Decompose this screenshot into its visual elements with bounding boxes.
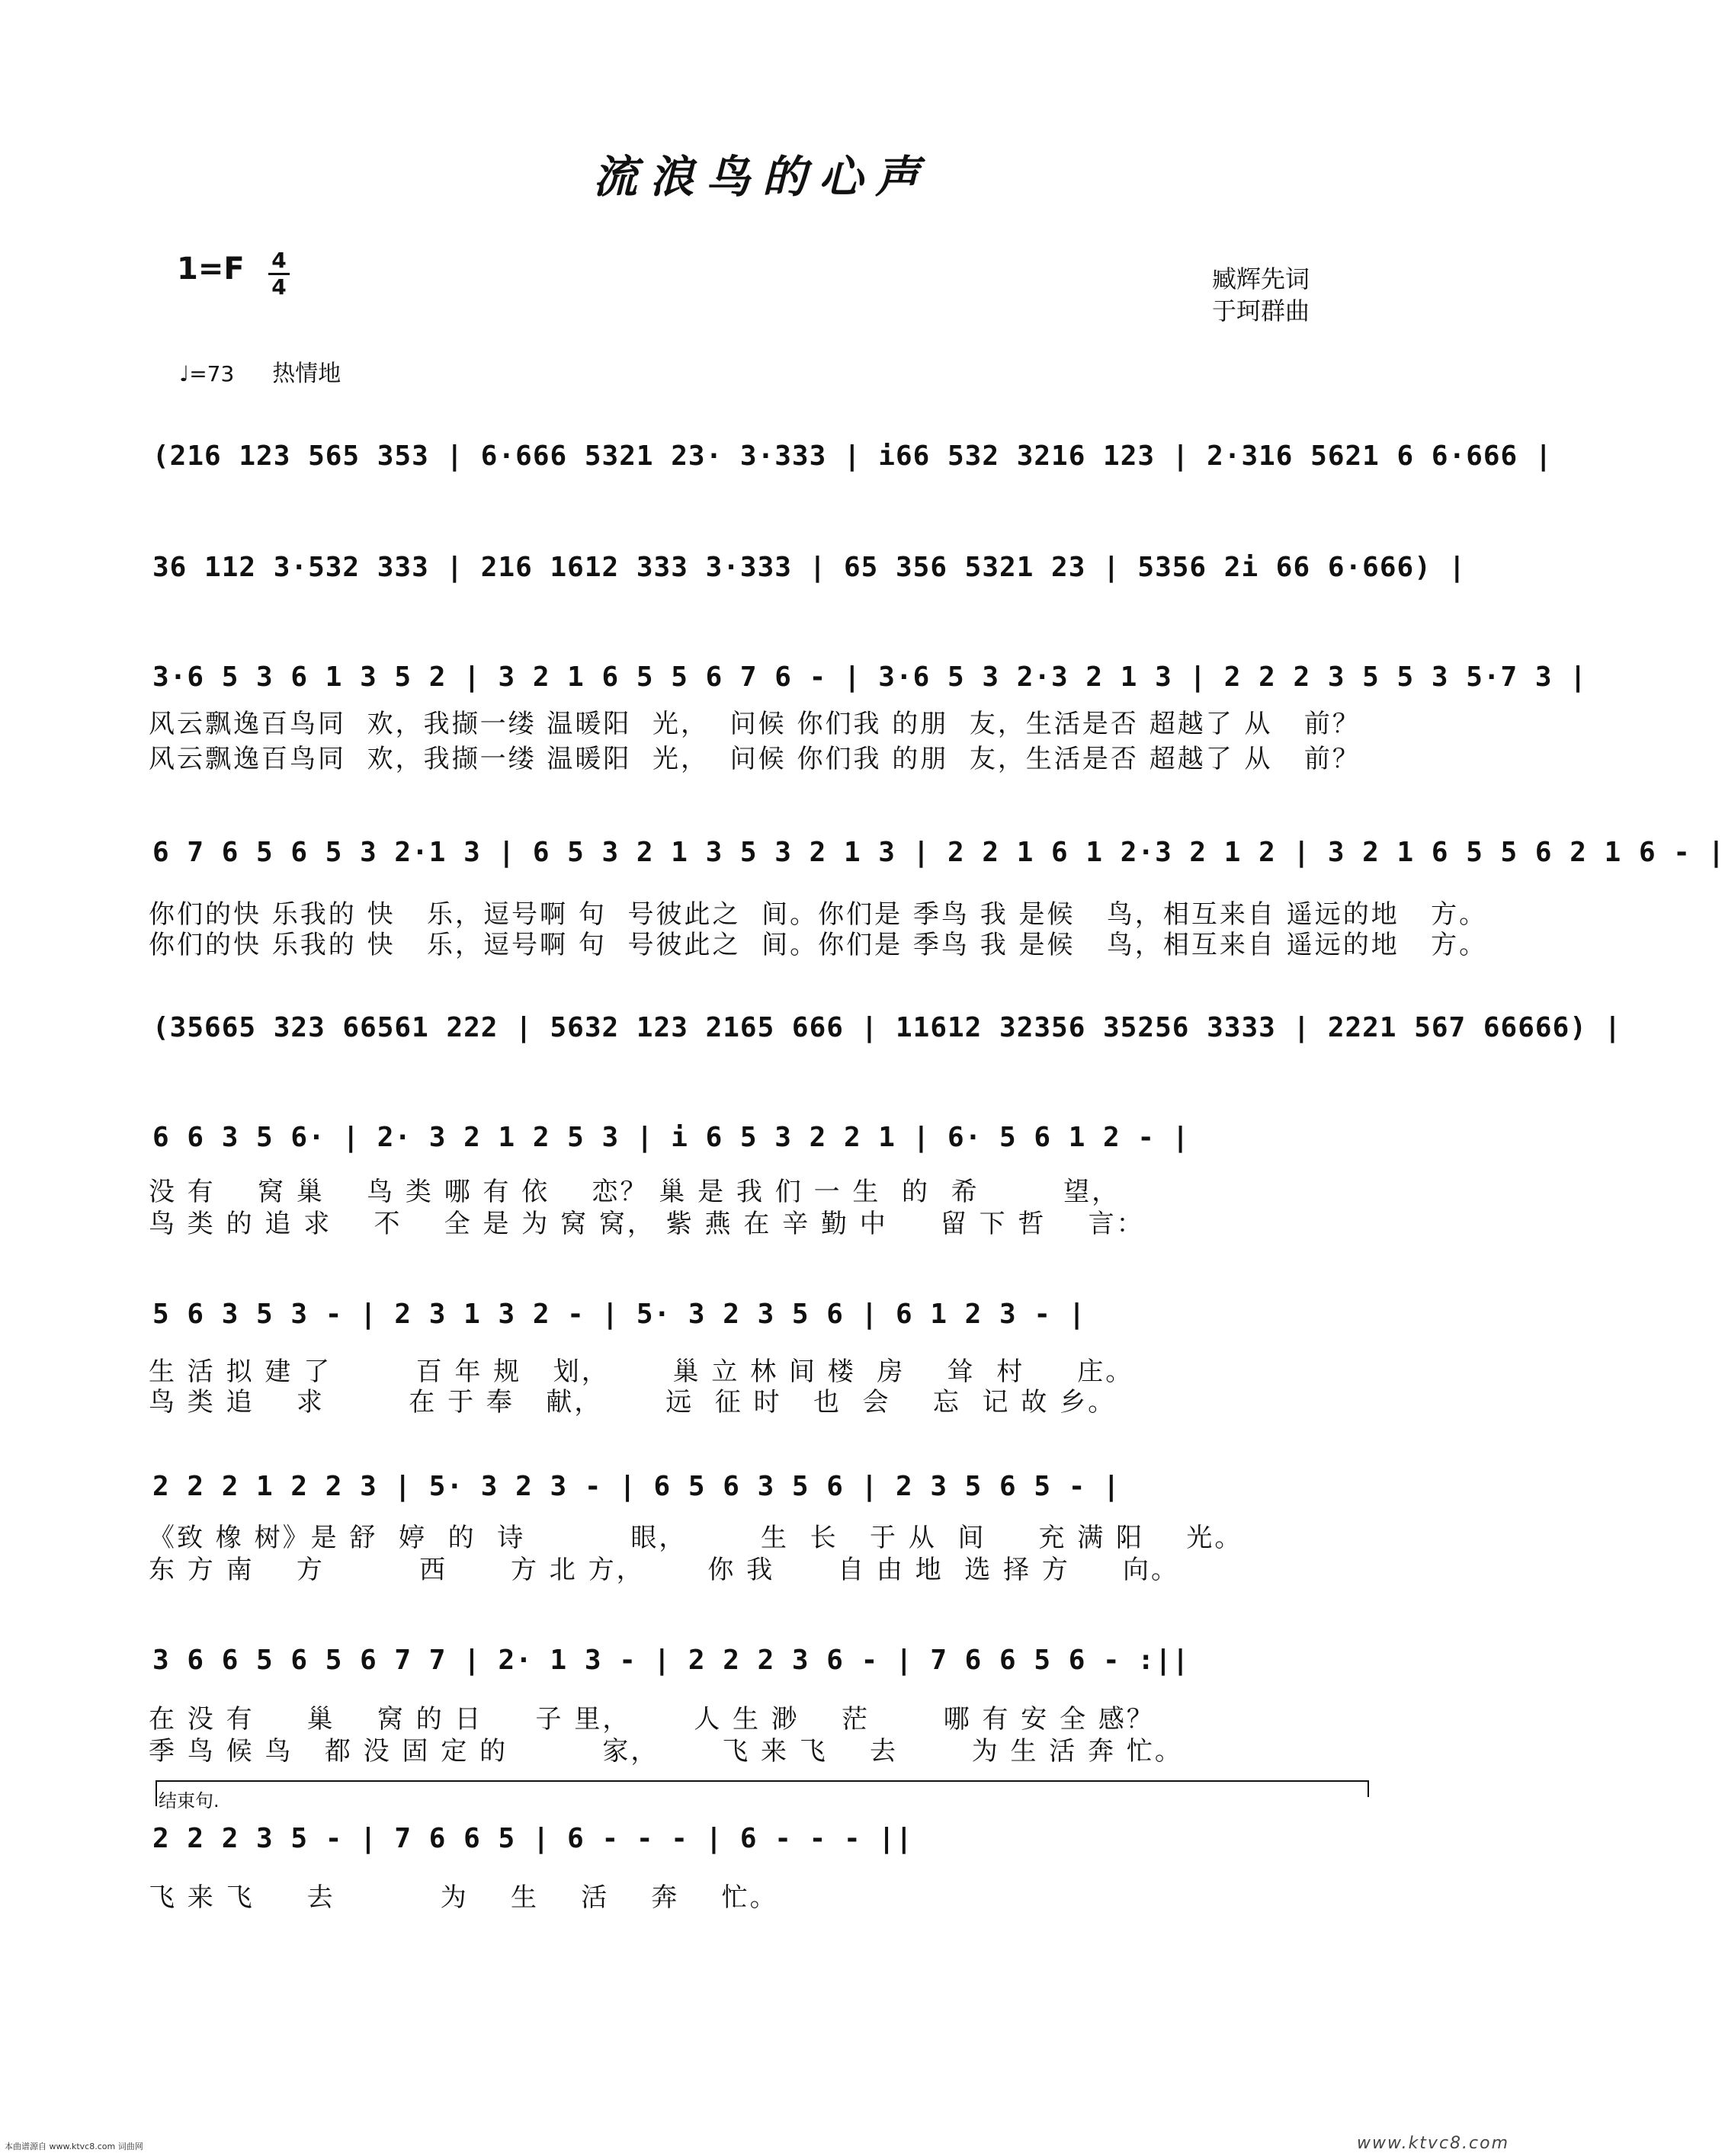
- ending-bracket-right: [1367, 1780, 1369, 1797]
- footer-source: 本曲谱源自 www.ktvc8.com 词曲网: [5, 2142, 143, 2151]
- credits: [1212, 263, 1310, 327]
- time-signature: [268, 250, 290, 298]
- footer-watermark: www.ktvc8.com: [1357, 2134, 1510, 2153]
- tempo-bpm: ♩=73: [179, 361, 235, 386]
- ending-bracket-top: [156, 1780, 1369, 1782]
- ending-bracket-left: [156, 1780, 157, 1806]
- lyric-line: 你们的快 乐我的 快 乐，逗号啊 句 号彼此之 间。你们是 季鸟 我 是候 鸟，相互来自 遥远的地 方。: [149, 899, 1488, 930]
- staff-line-2: 36 112 3·532 333 | 216 1612 333 3·333 | 65 356 5321 23 | 5356 2i 66 6·666) |: [152, 552, 1467, 583]
- tempo-expression: 热情地: [272, 360, 341, 387]
- lyric-line: 季 鸟 候 鸟 都 没 固 定 的 家， 飞 来 飞 去 为 生 活 奔 忙。: [149, 1736, 1183, 1767]
- lyric-line: 鸟 类 追 求 在 于 奉 献， 远 征 时 也 会 忘 记 故 乡。: [149, 1387, 1117, 1418]
- lyricist: 臧辉先词: [1212, 264, 1310, 293]
- lyric-line: 风云飘逸百鸟同 欢，我撷一缕 温暖阳 光， 问候 你们我 的朋 友，生活是否 超越了 从 前？: [149, 744, 1361, 774]
- ending-label: 结束句.: [159, 1790, 220, 1812]
- staff-line-7: 5 6 3 5 3 - | 2 3 1 3 2 - | 5· 3 2 3 5 6 | 6 1 2 3 - |: [152, 1299, 1086, 1330]
- staff-line-1: (216 123 565 353 | 6·666 5321 23· 3·333 | i66 532 3216 123 | 2·316 5621 6 6·666 |: [152, 440, 1553, 472]
- staff-line-3: 3·6 5 3 6 1 3 5 2 | 3 2 1 6 5 5 6 7 6 - | 3·6 5 3 2·3 2 1 3 | 2 2 2 3 5 5 3 5·7 3 |: [152, 662, 1587, 693]
- lyric-line: 飞 来 飞 去 为 生 活 奔 忙。: [149, 1882, 778, 1913]
- staff-line-9: 3 6 6 5 6 5 6 7 7 | 2· 1 3 - | 2 2 2 3 6 - | 7 6 6 5 6 - :||: [152, 1645, 1190, 1676]
- staff-line-10: 2 2 2 3 5 - | 7 6 6 5 | 6 - - - | 6 - - - ||: [152, 1823, 913, 1854]
- page-title: 流浪鸟的心声: [592, 151, 931, 203]
- time-signature-bottom: 4: [271, 274, 287, 300]
- lyric-line: 风云飘逸百鸟同 欢，我撷一缕 温暖阳 光， 问候 你们我 的朋 友，生活是否 超越了 从 前？: [149, 709, 1361, 739]
- staff-line-5: (35665 323 66561 222 | 5632 123 2165 666 | 11612 32356 35256 3333 | 2221 567 66666) |: [152, 1012, 1622, 1043]
- time-signature-top: 4: [271, 248, 287, 273]
- lyric-line: 生 活 拟 建 了 百 年 规 划， 巢 立 林 间 楼 房 耸 村 庄。: [149, 1357, 1134, 1387]
- tempo-marking: [179, 354, 341, 388]
- composer: 于珂群曲: [1212, 296, 1310, 325]
- lyric-line: 东 方 南 方 西 方 北 方， 你 我 自 由 地 选 择 方 向。: [149, 1555, 1179, 1585]
- lyric-line: 在 没 有 巢 窝 的 日 子 里， 人 生 渺 茫 哪 有 安 全 感？: [149, 1704, 1155, 1735]
- staff-line-8: 2 2 2 1 2 2 3 | 5· 3 2 3 - | 6 5 6 3 5 6 | 2 3 5 6 5 - |: [152, 1471, 1121, 1502]
- lyric-line: 鸟 类 的 追 求 不 全 是 为 窝 窝， 紫 燕 在 辛 勤 中 留 下 哲 言：: [149, 1209, 1145, 1239]
- lyric-line: 没 有 窝 巢 鸟 类 哪 有 依 恋？ 巢 是 我 们 一 生 的 希 望，: [149, 1177, 1121, 1207]
- staff-line-6: 6 6 3 5 6· | 2· 3 2 1 2 5 3 | i 6 5 3 2 2 1 | 6· 5 6 1 2 - |: [152, 1122, 1190, 1153]
- lyric-line: 《致 橡 树》是 舒 婷 的 诗 眼， 生 长 于 从 间 充 满 阳 光。: [149, 1523, 1243, 1553]
- lyric-line: 你们的快 乐我的 快 乐，逗号啊 句 号彼此之 间。你们是 季鸟 我 是候 鸟，相互来自 遥远的地 方。: [149, 930, 1488, 960]
- staff-line-4: 6 7 6 5 6 5 3 2·1 3 | 6 5 3 2 1 3 5 3 2 1 3 | 2 2 1 6 1 2·3 2 1 2 | 3 2 1 6 5 5 6 2 1 6 - |: [152, 837, 1725, 868]
- key-signature: 1=F: [177, 251, 245, 287]
